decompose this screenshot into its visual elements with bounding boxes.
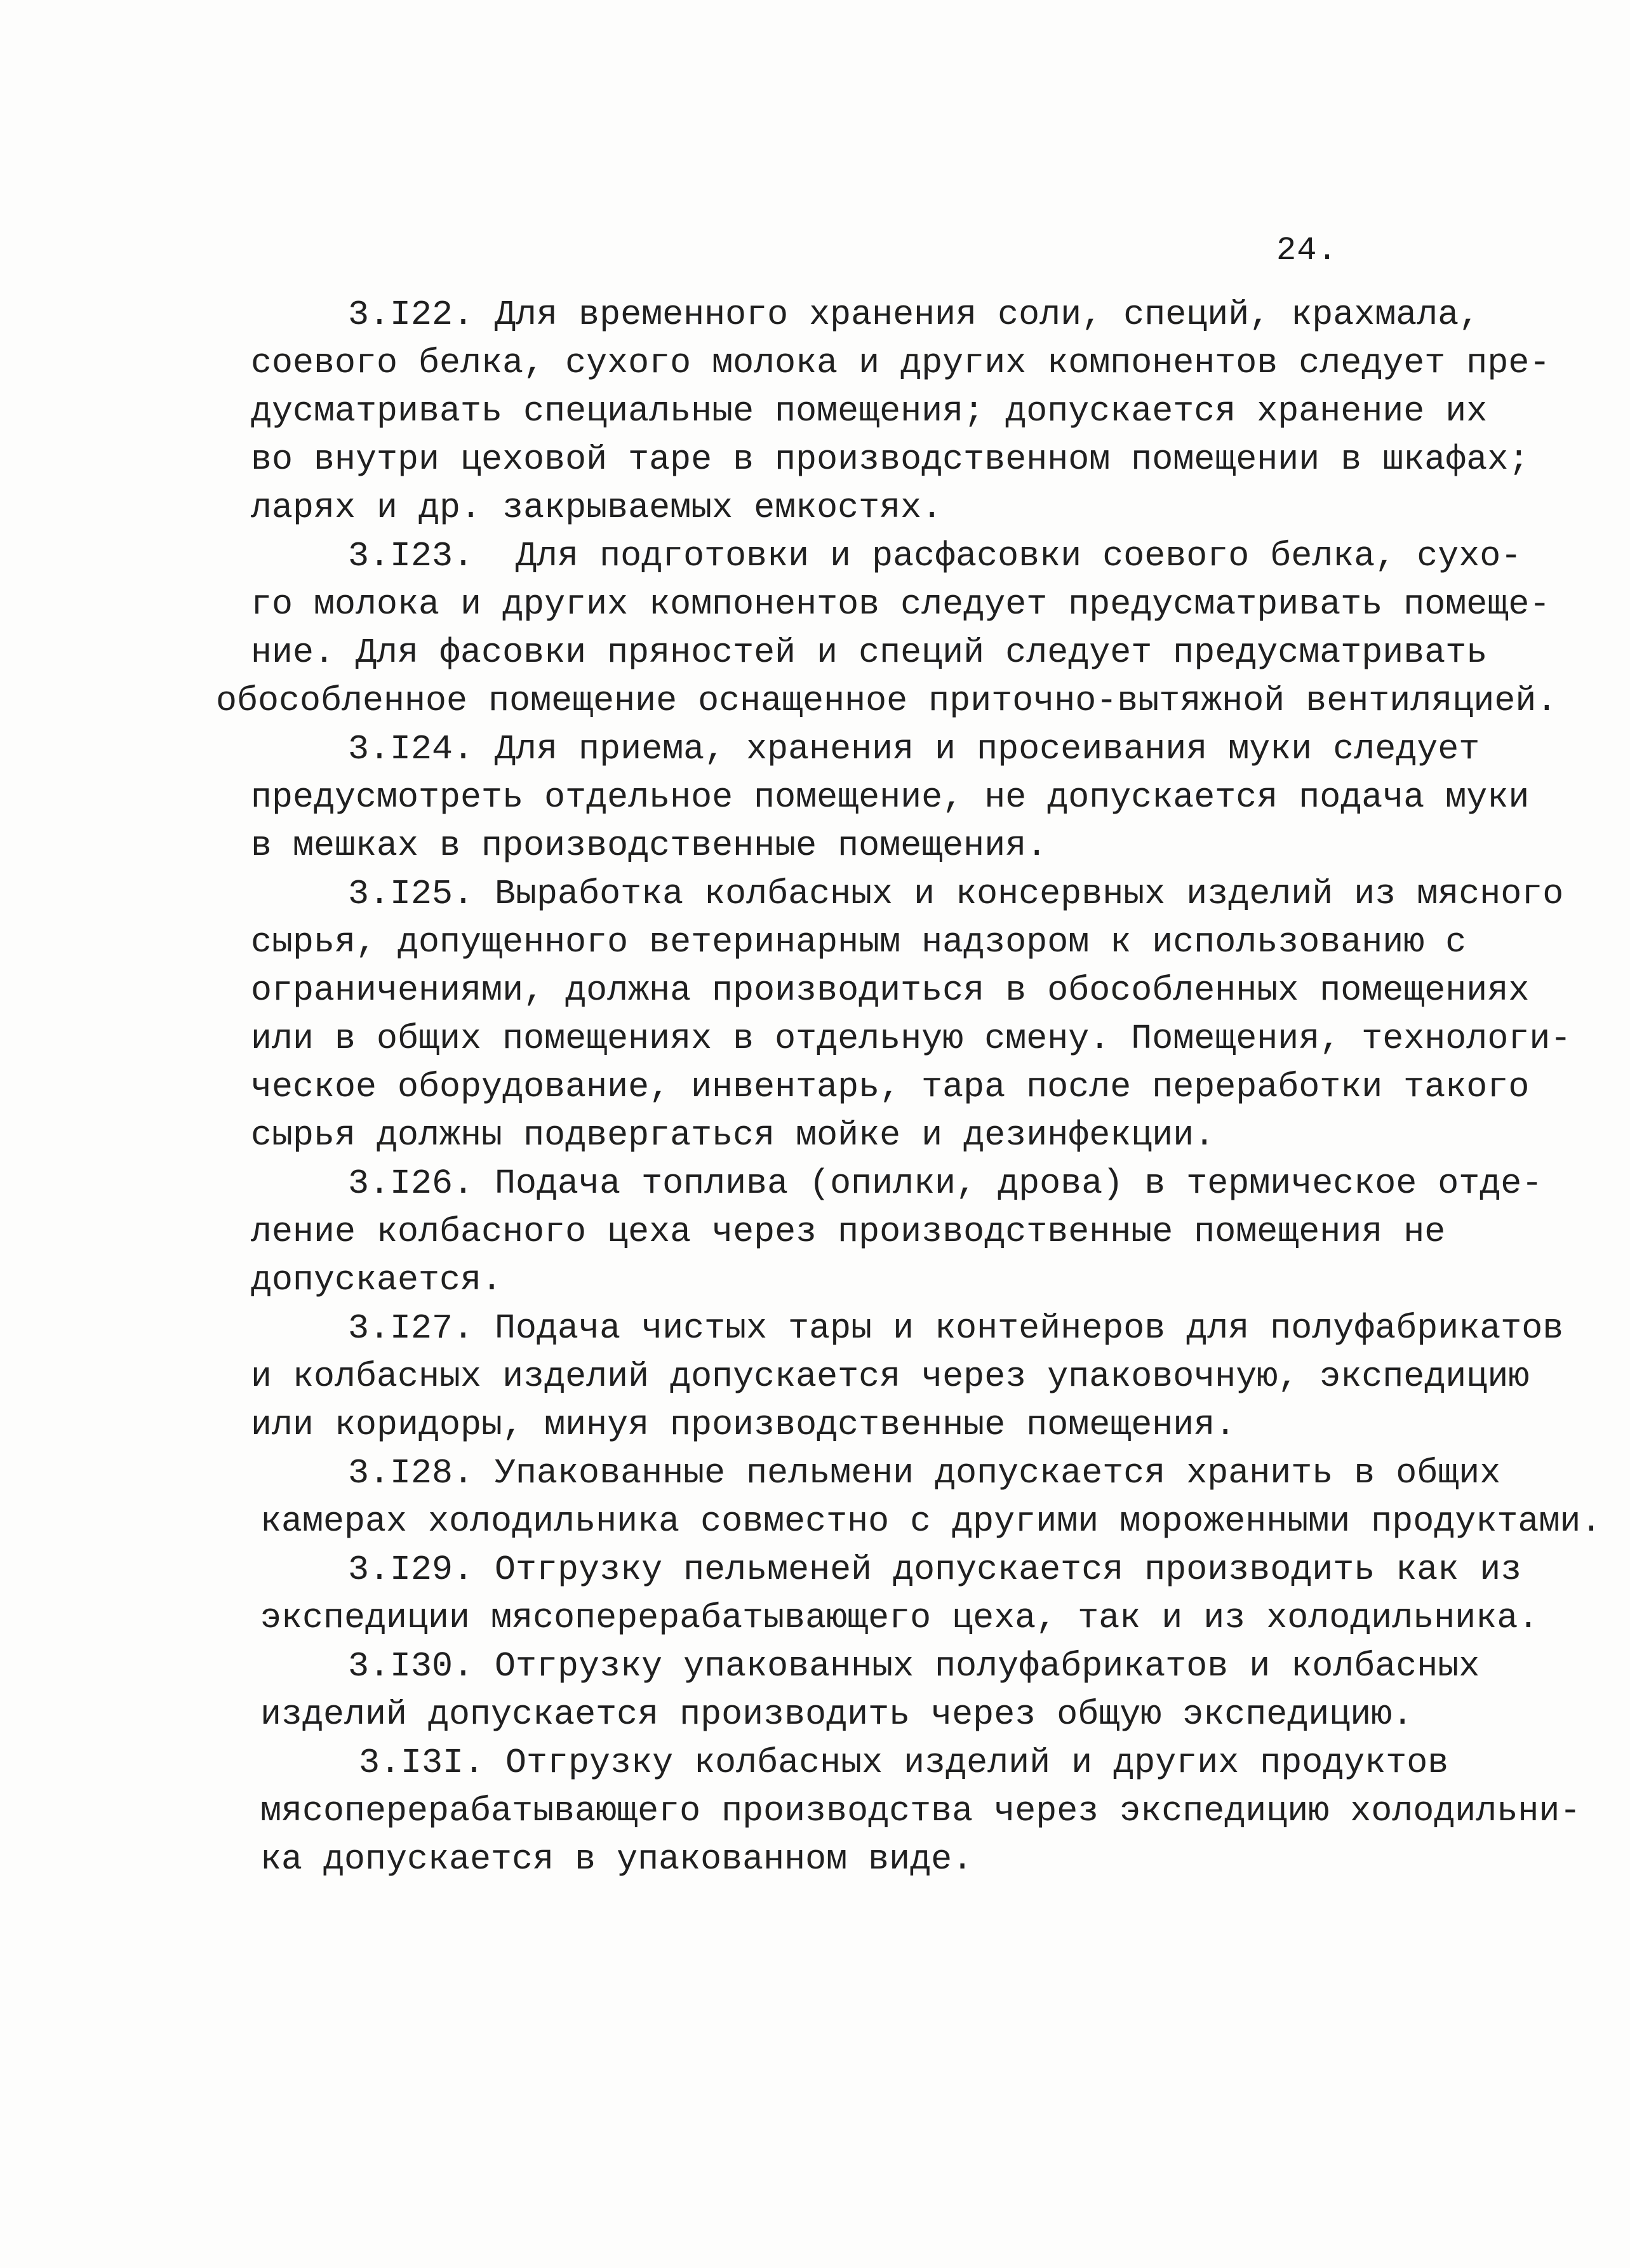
paragraph-3-128-line-2: камерах холодильника совместно с другими мороженными продуктами. [260,1501,1602,1541]
paragraph-3-123-line-3: ние. Для фасовки пряностей и специй следует предусматривать [251,633,1488,673]
paragraph-3-123-line-2: го молока и других компонентов следует предусматривать помеще- [251,584,1551,624]
paragraph-3-130-line-1: 3.I30. Отгрузку упакованных полуфабрикатов и колбасных [348,1646,1480,1686]
paragraph-3-125-line-5: ческое оборудование, инвентарь, тара после переработки такого [251,1067,1530,1107]
paragraph-3-122-line-1: 3.I22. Для временного хранения соли, специй, крахмала, [348,295,1480,335]
paragraph-3-122-line-3: дусматривать специальные помещения; допускается хранение их [251,391,1488,431]
paragraph-3-127-line-1: 3.I27. Подача чистых тары и контейнеров для полуфабрикатов [348,1308,1564,1348]
paragraph-3-122-line-2: соевого белка, сухого молока и других компонентов следует пре- [251,343,1551,383]
paragraph-3-126-line-3: допускается. [251,1260,503,1300]
paragraph-3-131-line-1: 3.I3I. Отгрузку колбасных изделий и других продуктов [359,1743,1449,1783]
paragraph-3-126-line-1: 3.I26. Подача топлива (опилки, дрова) в термическое отде- [348,1164,1543,1204]
paragraph-3-131-line-3: ка допускается в упакованном виде. [260,1839,973,1879]
paragraph-3-125-line-6: сырья должны подвергаться мойке и дезинфекции. [251,1115,1215,1155]
paragraph-3-128-line-1: 3.I28. Упакованные пельмени допускается хранить в общих [348,1453,1501,1493]
paragraph-3-125-line-2: сырья, допущенного ветеринарным надзором к использованию с [251,922,1467,962]
paragraph-3-122-line-4: во внутри цеховой таре в производственном помещении в шкафах; [251,440,1530,480]
paragraph-3-123-line-4: обособленное помещение оснащенное приточно-вытяжной вентиляцией. [216,681,1558,721]
paragraph-3-124-line-1: 3.I24. Для приема, хранения и просеивания муки следует [348,729,1480,769]
paragraph-3-125-line-3: ограничениями, должна производиться в обособленных помещениях [251,970,1530,1010]
paragraph-3-126-line-2: ление колбасного цеха через производственные помещения не [251,1212,1446,1252]
paragraph-3-129-line-2: экспедиции мясоперерабатывающего цеха, так и из холодильника. [260,1598,1539,1638]
page-number: 24. [1276,232,1338,269]
paragraph-3-122-line-5: ларях и др. закрываемых емкостях. [251,488,943,528]
paragraph-3-129-line-1: 3.I29. Отгрузку пельменей допускается производить как из [348,1550,1522,1590]
paragraph-3-131-line-2: мясоперерабатывающего производства через экспедицию холодильни- [260,1791,1581,1831]
paragraph-3-124-line-3: в мешках в производственные помещения. [251,826,1048,866]
paragraph-3-127-line-2: и колбасных изделий допускается через упаковочную, экспедицию [251,1357,1530,1397]
paragraph-3-123-line-1: 3.I23. Для подготовки и расфасовки соевого белка, сухо- [348,536,1522,576]
paragraph-3-127-line-3: или коридоры, минуя производственные помещения. [251,1405,1236,1445]
paragraph-3-124-line-2: предусмотреть отдельное помещение, не допускается подача муки [251,777,1530,817]
paragraph-3-125-line-4: или в общих помещениях в отдельную смену. Помещения, технологи- [251,1019,1572,1059]
paragraph-3-125-line-1: 3.I25. Выработка колбасных и консервных изделий из мясного [348,874,1564,914]
paragraph-3-130-line-2: изделий допускается производить через общую экспедицию. [260,1694,1413,1735]
